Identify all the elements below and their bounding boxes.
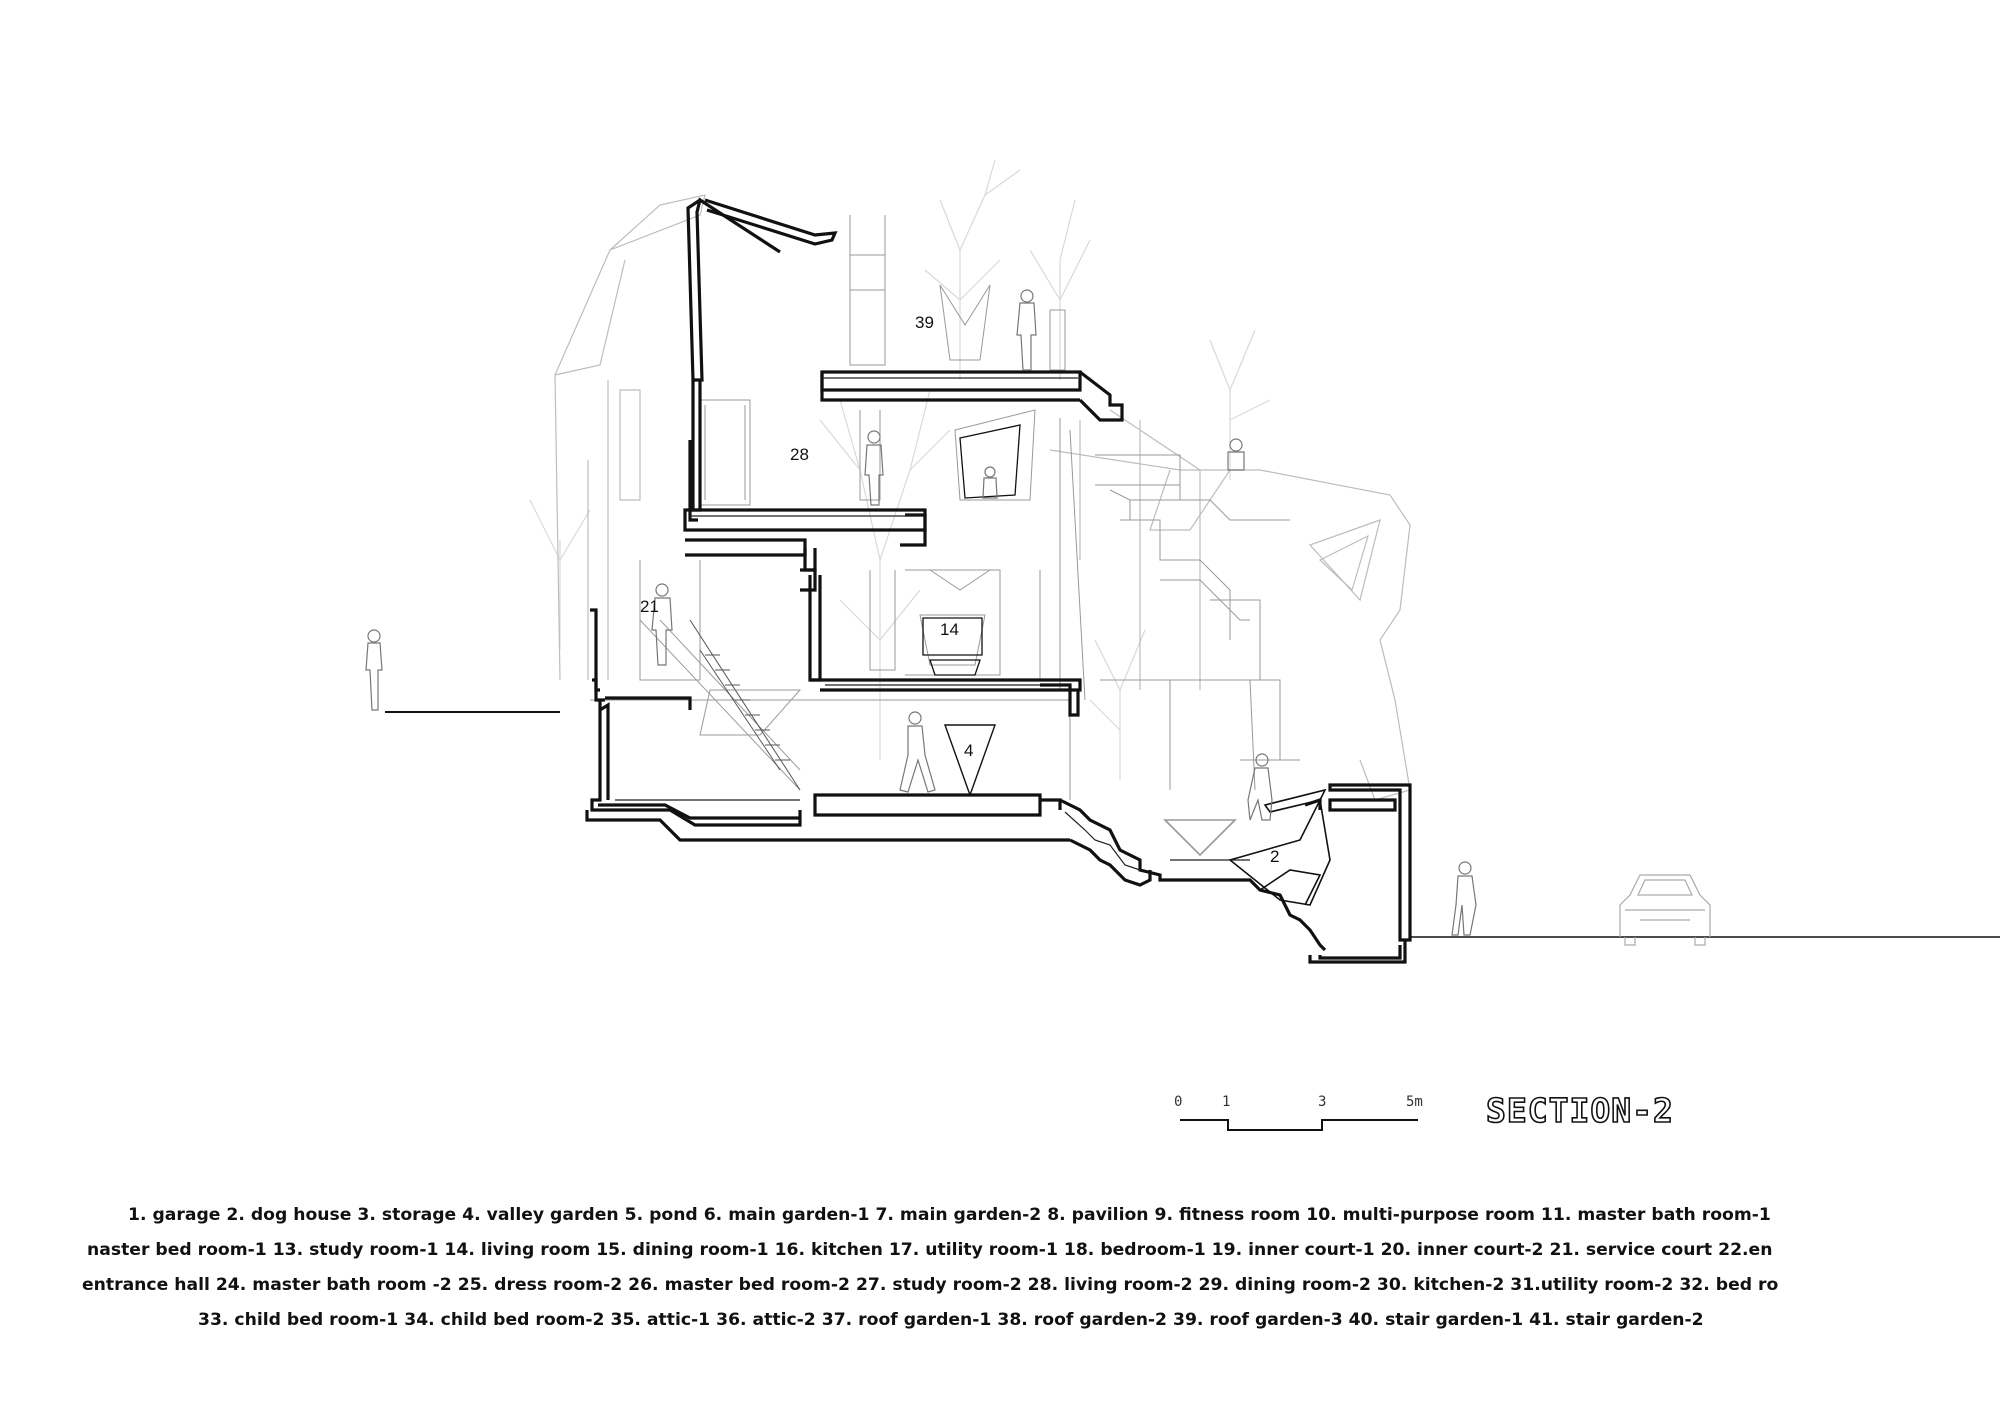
scale-bar xyxy=(1174,1094,1423,1130)
legend-text-1: 1. garage 2. dog house 3. storage 4. valley garden 5. pond 6. main garden-1 7. main garden-2 8. pavilion 9. fitness room 10. multi-purpose room 11. master bath room-1 xyxy=(128,1205,1771,1225)
legend-line-3 xyxy=(0,1268,2000,1303)
room-label-4: 4 xyxy=(964,741,974,760)
person-figure-window xyxy=(983,467,997,498)
person-figure-street xyxy=(1452,862,1476,935)
scale-tick-3: 3 xyxy=(1318,1094,1327,1110)
room-label-2: 2 xyxy=(1270,847,1280,866)
dog-house-facets xyxy=(1165,790,1330,905)
scale-tick-0: 0 xyxy=(1174,1094,1183,1110)
window-frames xyxy=(923,425,1020,675)
legend-text-3: entrance hall 24. master bath room -2 25. dress room-2 26. master bed room-2 27. study room-2 28. living room-2 29. dining room-2 30. kitchen-2 31.utility room-2 32. bed ro xyxy=(82,1275,1779,1295)
room-label-14: 14 xyxy=(940,620,959,639)
room-label-28: 28 xyxy=(790,445,809,464)
car-outline xyxy=(1620,875,1710,945)
room-legend xyxy=(0,1198,2000,1338)
person-figure-valley xyxy=(900,712,935,792)
legend-text-2: naster bed room-1 13. study room-1 14. living room 15. dining room-1 16. kitchen 17. utility room-1 18. bedroom-1 19. inner court-1 20. inner court-2 21. service court 22.en xyxy=(87,1240,1773,1260)
scale-tick-5m: 5m xyxy=(1406,1094,1423,1110)
person-figure-roof xyxy=(1017,290,1036,370)
scale-tick-1: 1 xyxy=(1222,1094,1231,1110)
legend-line-2 xyxy=(0,1233,2000,1268)
ground-line xyxy=(385,712,2000,937)
interior-light-lines xyxy=(590,215,1300,800)
human-figures xyxy=(366,290,1476,935)
person-figure-left xyxy=(366,630,382,710)
section-title: SECTION-2 xyxy=(1486,1091,1674,1130)
scale-bar-line xyxy=(1180,1120,1418,1130)
valley-garden-marker xyxy=(945,725,995,795)
section-cut xyxy=(587,200,1410,962)
legend-line-1 xyxy=(0,1198,2000,1233)
background-trees xyxy=(530,160,1270,780)
room-label-39: 39 xyxy=(915,313,934,332)
room-label-21: 21 xyxy=(640,597,659,616)
legend-text-4: 33. child bed room-1 34. child bed room-2 35. attic-1 36. attic-2 37. roof garden-1 38. roof garden-2 39. roof garden-3 40. stair garden-1 41. stair garden-2 xyxy=(198,1310,1704,1330)
legend-line-4 xyxy=(0,1303,2000,1338)
